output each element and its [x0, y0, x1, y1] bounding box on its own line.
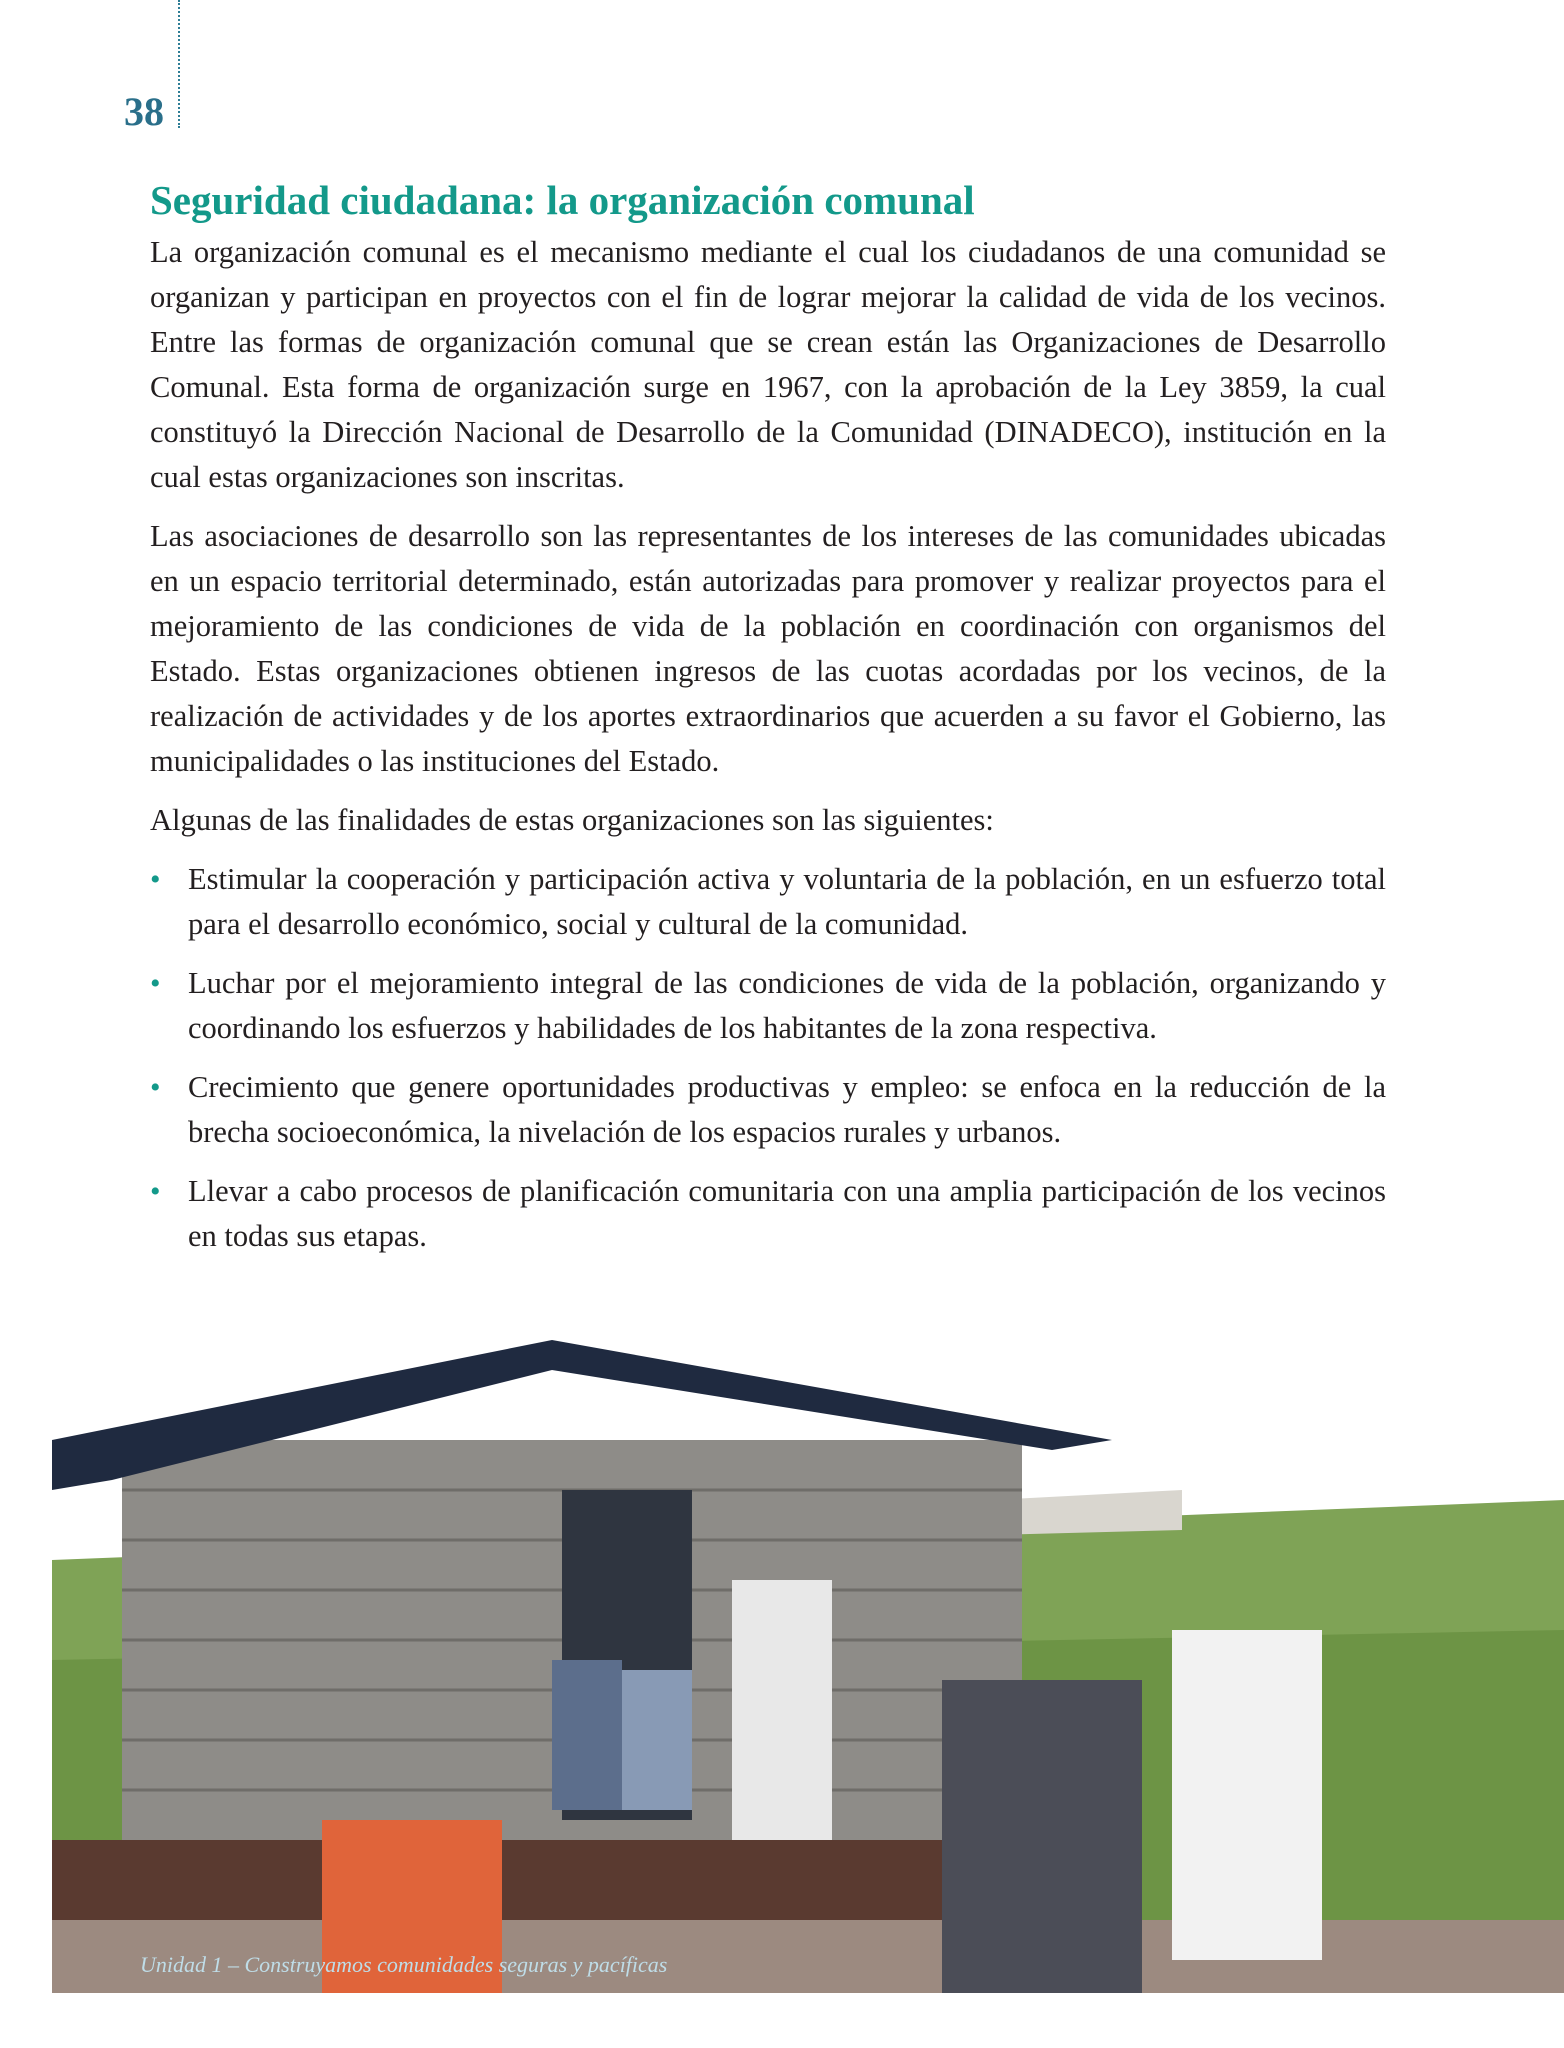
list-item	[150, 1169, 1386, 1259]
list-item-text: Llevar a cabo procesos de planificación comunitaria con una amplia participación de los vecinos en todas sus etapas.	[188, 1174, 1386, 1253]
list-item-text: Estimular la cooperación y participación activa y voluntaria de la población, en un esfuerzo total para el desarrollo económico, social y cultural de la comunidad.	[188, 862, 1386, 941]
main-content	[150, 176, 1386, 1273]
footer-unit-title: Unidad 1 – Construyamos comunidades seguras y pacíficas	[140, 1952, 668, 1977]
section-heading: Seguridad ciudadana: la organización comunal	[150, 177, 975, 223]
bullet-icon: •	[150, 967, 161, 1000]
list-item-text: Crecimiento que genere oportunidades productivas y empleo: se enfoca en la reducción de la brecha socioeconómica, la nivelación de los espacios rurales y urbanos.	[188, 1070, 1386, 1149]
page-margin-dotted-line	[178, 0, 180, 128]
list-item	[150, 1065, 1386, 1155]
bullet-icon: •	[150, 1175, 161, 1208]
community-work-photo	[52, 1330, 1564, 1993]
list-item	[150, 857, 1386, 947]
paragraph: Las asociaciones de desarrollo son las representantes de los intereses de las comunidades ubicadas en un espacio territorial determinado, están autorizadas para promover y realizar proyectos para el mejoramiento de las condiciones de vida de la población en coordinación con organismos del Estado. Estas organizaciones obtienen ingresos de las cuotas acordadas por los vecinos, de la realización de actividades y de los aportes extraordinarios que acuerden a su favor el Gobierno, las municipalidades o las instituciones del Estado.	[150, 519, 1386, 778]
page-number: 38	[124, 89, 164, 134]
bullet-icon: •	[150, 863, 161, 896]
bullet-icon: •	[150, 1071, 161, 1104]
paragraph: Algunas de las finalidades de estas organizaciones son las siguientes:	[150, 803, 994, 837]
bullet-list	[150, 857, 1386, 1259]
paragraph: La organización comunal es el mecanismo mediante el cual los ciudadanos de una comunidad se organizan y participan en proyectos con el fin de lograr mejorar la calidad de vida de los vecinos. Entre las formas de organización comunal que se crean están las Organizaciones de Desarrollo Comunal. Esta forma de organización surge en 1967, con la aprobación de la Ley 3859, la cual constituyó la Dirección Nacional de Desarrollo de la Comunidad (DINADECO), institución en la cual estas organizaciones son inscritas.	[150, 235, 1386, 494]
list-item	[150, 961, 1386, 1051]
list-item-text: Luchar por el mejoramiento integral de las condiciones de vida de la población, organizando y coordinando los esfuerzos y habilidades de los habitantes de la zona respectiva.	[188, 966, 1386, 1045]
